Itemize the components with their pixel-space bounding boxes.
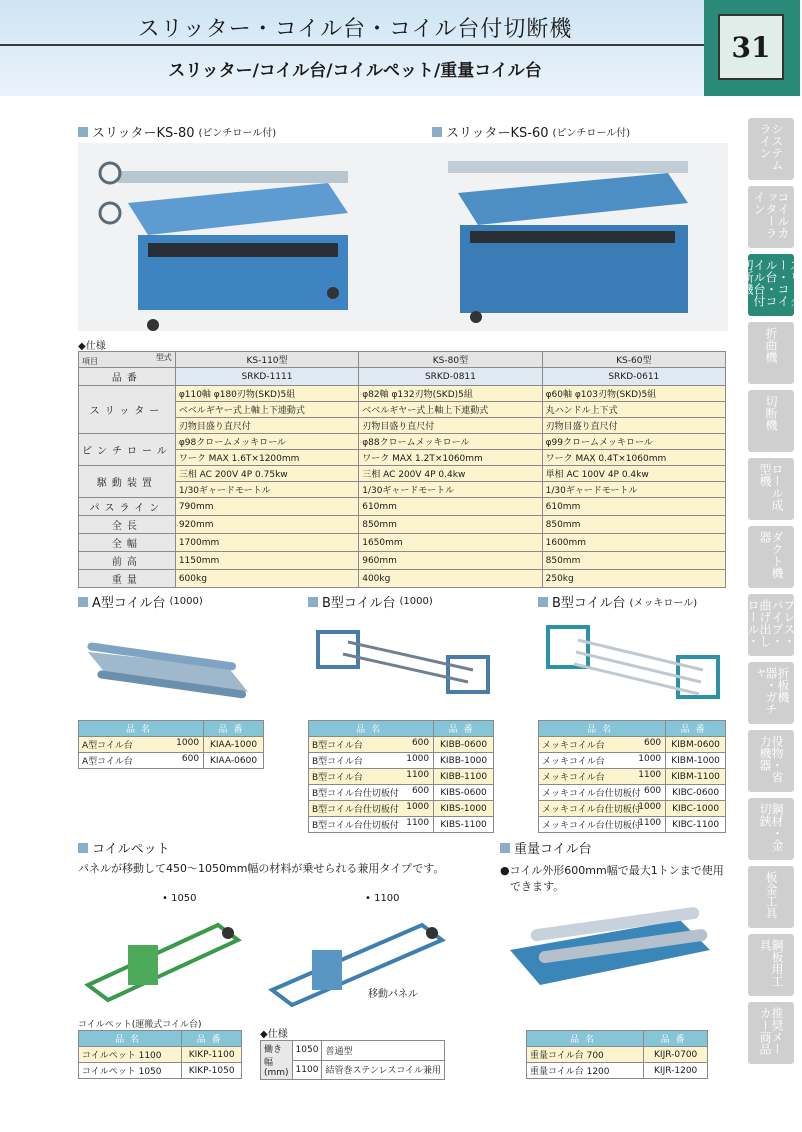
product-name: B型コイル台仕切板付 bbox=[312, 805, 399, 815]
product-name-cell bbox=[309, 801, 434, 817]
product-size: 600 bbox=[643, 786, 662, 796]
spec-cell: 790mm bbox=[175, 498, 358, 516]
slitter-spec-table bbox=[78, 351, 726, 588]
pet-spec-width: 1100 bbox=[292, 1060, 322, 1080]
section-heavy-coil-title: 重量コイル台 bbox=[500, 838, 592, 857]
table-row bbox=[79, 753, 264, 769]
section-ks60-title: スリッターKS-60 (ピンチロール付) bbox=[432, 122, 630, 141]
spec-cell: φ99クロームメッキロール bbox=[542, 434, 725, 450]
product-name: B型コイル台 bbox=[312, 773, 363, 783]
product-size: 600 bbox=[411, 786, 430, 796]
spec-model-header: KS-80型 bbox=[359, 352, 542, 368]
spec-cell: 1/30ギャードモートル bbox=[175, 482, 358, 498]
product-name: メッキコイル台仕切板付 bbox=[542, 805, 641, 815]
square-bullet-icon bbox=[78, 843, 88, 853]
product-name-cell bbox=[79, 737, 204, 753]
product-name-cell bbox=[539, 817, 666, 833]
product-name: コイルペット 1100 bbox=[82, 1051, 162, 1061]
slitter-photos bbox=[78, 143, 728, 331]
table-row bbox=[539, 769, 726, 785]
spec-row-label: 全幅 bbox=[79, 534, 176, 552]
product-name: 重量コイル台 1200 bbox=[530, 1067, 610, 1077]
sidebar-tab bbox=[748, 458, 794, 520]
pet-spec-type: 結管巻ステンレスコイル兼用 bbox=[322, 1060, 445, 1080]
spec-cell: 1600mm bbox=[542, 534, 725, 552]
product-code-cell: KIBC-1000 bbox=[666, 801, 726, 817]
sidebar-tab bbox=[748, 730, 794, 792]
sidebar-tab-label: ロール成型機 bbox=[758, 463, 784, 511]
square-bullet-icon bbox=[432, 127, 442, 137]
spec-row-label: 重量 bbox=[79, 570, 176, 588]
table-row bbox=[539, 753, 726, 769]
table-row bbox=[539, 817, 726, 833]
product-name: B型コイル台仕切板付 bbox=[312, 789, 399, 799]
table-row bbox=[527, 1063, 708, 1079]
product-size: 1100 bbox=[638, 770, 662, 780]
spec-row bbox=[79, 386, 726, 402]
sidebar-tab-label: 板金工具 bbox=[764, 871, 778, 919]
spec-row bbox=[79, 418, 726, 434]
product-code-cell: KIBB-0600 bbox=[434, 737, 494, 753]
table-row bbox=[309, 737, 494, 753]
sidebar-tab-label: 鋼板用工具 bbox=[758, 939, 784, 987]
sidebar-tab bbox=[748, 798, 794, 860]
table-row bbox=[309, 785, 494, 801]
coil-pet-spec-table bbox=[260, 1040, 445, 1080]
product-code-cell: KIJR-1200 bbox=[644, 1063, 708, 1079]
spec-cell: 1150mm bbox=[175, 552, 358, 570]
spec-cell: 刃物目盛り直尺付 bbox=[175, 418, 358, 434]
table-row bbox=[79, 737, 264, 753]
a-coil-product-table: 品名 品番 A型コイル台 1000 KIAA-1000 A型コイル台 600 KIAA-0600 bbox=[78, 720, 264, 769]
spec-cell: 刃物目盛り直尺付 bbox=[359, 418, 542, 434]
product-size: 1100 bbox=[406, 818, 430, 828]
product-size: 1000 bbox=[638, 802, 662, 812]
spec-row bbox=[79, 570, 726, 588]
spec-row bbox=[79, 450, 726, 466]
coil-pet-1050-label: • 1050 bbox=[162, 893, 197, 904]
coil-pet-caption: コイルペット(運搬式コイル台) bbox=[78, 1020, 202, 1030]
spec-cell: 1/30ギャードモートル bbox=[359, 482, 542, 498]
product-code-cell: KIBC-0600 bbox=[666, 785, 726, 801]
product-code-cell: KIBB-1000 bbox=[434, 753, 494, 769]
product-code-cell: KIJR-0700 bbox=[644, 1047, 708, 1063]
product-size: 600 bbox=[643, 738, 662, 748]
sidebar-tab-label: 折曲機 bbox=[764, 327, 778, 363]
product-name-cell bbox=[539, 769, 666, 785]
product-size: 600 bbox=[411, 738, 430, 748]
spec-row-label: 前高 bbox=[79, 552, 176, 570]
product-code-cell: KIBS-1100 bbox=[434, 817, 494, 833]
page-title: スリッター・コイル台・コイル台付切断機 bbox=[137, 17, 573, 42]
spec-label: ◆仕様 bbox=[78, 341, 106, 352]
coil-pet-product-table: 品名 品番 コイルペット 1100 KIKP-1100 コイルペット 1050 KIKP-1050 bbox=[78, 1030, 242, 1079]
spec-cell: ワーク MAX 0.4T×1060mm bbox=[542, 450, 725, 466]
pet-spec-width: 1050 bbox=[292, 1041, 322, 1061]
spec-row bbox=[79, 516, 726, 534]
spec-cell: ワーク MAX 1.6T×1200mm bbox=[175, 450, 358, 466]
product-size: 1100 bbox=[638, 818, 662, 828]
spec-model-header: KS-60型 bbox=[542, 352, 725, 368]
table-row bbox=[539, 801, 726, 817]
product-name-cell bbox=[79, 1063, 182, 1079]
a-coil-stand-image bbox=[78, 612, 258, 707]
square-bullet-icon bbox=[308, 597, 318, 607]
product-name-cell bbox=[539, 753, 666, 769]
spec-cell: 920mm bbox=[175, 516, 358, 534]
product-name: B型コイル台仕切板付 bbox=[312, 821, 399, 831]
spec-row bbox=[79, 434, 726, 450]
coil-pet-1050-image bbox=[78, 905, 248, 1010]
sidebar-tab-label: ダクト機器 bbox=[758, 531, 784, 579]
product-code-cell: KIBS-1000 bbox=[434, 801, 494, 817]
spec-cell: 850mm bbox=[542, 552, 725, 570]
pet-spec-row bbox=[261, 1041, 445, 1061]
coil-pet-1100-image bbox=[262, 905, 452, 1010]
spec-cell: ベベルギヤー式上軸上下連動式 bbox=[359, 402, 542, 418]
section-b-coil-title: B型コイル台 (1000) bbox=[308, 592, 433, 611]
spec-cell: 600kg bbox=[175, 570, 358, 588]
sidebar-tab bbox=[748, 322, 794, 384]
sidebar-tab-label: 切断機 bbox=[764, 395, 778, 431]
spec-row bbox=[79, 402, 726, 418]
sidebar-tab bbox=[748, 662, 794, 724]
heavy-coil-stand-image bbox=[500, 900, 720, 1020]
spec-cell: 三相 AC 200V 4P 0.75kw bbox=[175, 466, 358, 482]
spec-cell: 400kg bbox=[359, 570, 542, 588]
product-size: 1000 bbox=[176, 738, 200, 748]
product-name: メッキコイル台 bbox=[542, 757, 605, 767]
product-code-cell: KIKP-1050 bbox=[182, 1063, 242, 1079]
product-name-cell bbox=[527, 1047, 644, 1063]
spec-model-header: KS-110型 bbox=[175, 352, 358, 368]
product-name-cell bbox=[309, 737, 434, 753]
b-coil-stand-image bbox=[308, 612, 498, 712]
spec-cell: 250kg bbox=[542, 570, 725, 588]
sidebar-tab-label: コイルカッターライン bbox=[752, 191, 790, 239]
spec-cell: 610mm bbox=[359, 498, 542, 516]
product-code-cell: KIKP-1100 bbox=[182, 1047, 242, 1063]
m-coil-stand-image bbox=[538, 612, 728, 712]
square-bullet-icon bbox=[78, 597, 88, 607]
product-name: コイルペット 1050 bbox=[82, 1067, 162, 1077]
section-a-coil-title: A型コイル台 (1000) bbox=[78, 592, 203, 611]
product-size: 1000 bbox=[638, 754, 662, 764]
sidebar-tab bbox=[748, 186, 794, 248]
product-code-cell: KIAA-1000 bbox=[204, 737, 264, 753]
table-row bbox=[309, 769, 494, 785]
product-size: 600 bbox=[181, 754, 200, 764]
page-header bbox=[0, 0, 800, 96]
table-row bbox=[539, 785, 726, 801]
product-code-cell: KIBS-0600 bbox=[434, 785, 494, 801]
sidebar-tab-label: 折板機器・ガチャ bbox=[752, 667, 790, 715]
sidebar-tab-label: 役物・省力機器 bbox=[758, 735, 784, 783]
b-coil-product-table: 品名 品番 B型コイル台 600 KIBB-0600 B型コイル台 1000 KIBB-1000 B型コイル台 1100 KIBB-1100 B型コイル台仕切板付 600 KIBS-0600 B型コイル台仕切板付 1000 KIBS-1000 B型コイル台仕切板付 1100 KIBS-1100 bbox=[308, 720, 494, 833]
spec-row bbox=[79, 482, 726, 498]
slitter-machines-illustration bbox=[78, 143, 728, 331]
pet-spec-type: 普通型 bbox=[322, 1041, 445, 1061]
spec-row-label: 駆動装置 bbox=[79, 466, 176, 498]
spec-cell: 刃物目盛り直尺付 bbox=[542, 418, 725, 434]
spec-cell: φ88クロームメッキロール bbox=[359, 434, 542, 450]
product-name: メッキコイル台 bbox=[542, 741, 605, 751]
product-name-cell bbox=[539, 801, 666, 817]
title-rule bbox=[0, 44, 712, 46]
product-name-cell bbox=[79, 753, 204, 769]
spec-row bbox=[79, 466, 726, 482]
product-name-cell bbox=[527, 1063, 644, 1079]
product-code-cell: KIBM-0600 bbox=[666, 737, 726, 753]
spec-row bbox=[79, 534, 726, 552]
m-coil-product-table: 品名 品番 メッキコイル台 600 KIBM-0600 メッキコイル台 1000 KIBM-1000 メッキコイル台 1100 KIBM-1100 メッキコイル台仕切板付 600 KIBC-0600 メッキコイル台仕切板付 1000 KIBC-1000 メッキコイル台仕切板付 1100 KIBC-1100 bbox=[538, 720, 726, 833]
product-name: メッキコイル台仕切板付 bbox=[542, 789, 641, 799]
table-row bbox=[309, 753, 494, 769]
coil-pet-description: パネルが移動して450〜1050mm幅の材料が乗せられる兼用タイプです。 bbox=[78, 862, 445, 875]
product-code-cell: KIBM-1000 bbox=[666, 753, 726, 769]
sidebar-tab-label: システムライン bbox=[758, 123, 784, 171]
spec-cell: 960mm bbox=[359, 552, 542, 570]
table-row bbox=[309, 801, 494, 817]
product-name: B型コイル台 bbox=[312, 757, 363, 767]
sidebar-tab bbox=[740, 254, 802, 316]
page-subtitle: スリッター/コイル台/コイルペット/重量コイル台 bbox=[168, 61, 542, 81]
moving-panel-label: 移動パネル bbox=[368, 989, 418, 1000]
table-row bbox=[309, 817, 494, 833]
product-name: A型コイル台 bbox=[82, 741, 133, 751]
product-code-cell: KIBM-1100 bbox=[666, 769, 726, 785]
heavy-desc-1: ●コイル外形600mm幅で最大1トンまで使用 bbox=[500, 864, 724, 877]
page-number: 31 bbox=[718, 14, 784, 80]
pet-spec-key: 働き幅(mm) bbox=[261, 1041, 293, 1080]
sidebar-tab bbox=[748, 594, 794, 656]
spec-cell: ワーク MAX 1.2T×1060mm bbox=[359, 450, 542, 466]
spec-cell: 1/30ギャードモートル bbox=[542, 482, 725, 498]
spec-cell: 1700mm bbox=[175, 534, 358, 552]
sidebar-tab-label: 推奨メーカー商品 bbox=[758, 1007, 784, 1055]
sidebar-tab-label: 鋼材・金切鋏 bbox=[758, 803, 784, 851]
sidebar-tab bbox=[748, 1002, 794, 1064]
spec-code-row: 品番 SRKD-1111 SRKD-0811 SRKD-0611 bbox=[79, 368, 726, 386]
product-name-cell bbox=[539, 785, 666, 801]
sidebar-tab bbox=[748, 390, 794, 452]
heavy-desc-2: できます。 bbox=[510, 880, 565, 893]
product-name-cell bbox=[539, 737, 666, 753]
spec-cell: 丸ハンドル上下式 bbox=[542, 402, 725, 418]
product-name-cell bbox=[79, 1047, 182, 1063]
spec-cell: 1650mm bbox=[359, 534, 542, 552]
spec-row-label: スリッター bbox=[79, 386, 176, 434]
coil-pet-1100-label: • 1100 bbox=[365, 893, 400, 904]
section-coil-pet-title: コイルペット bbox=[78, 838, 170, 857]
square-bullet-icon bbox=[500, 843, 510, 853]
spec-cell: φ110軸 φ180刃物(SKD)5組 bbox=[175, 386, 358, 402]
spec-cell: 610mm bbox=[542, 498, 725, 516]
table-row bbox=[79, 1047, 242, 1063]
spec-row bbox=[79, 498, 726, 516]
product-size: 1000 bbox=[406, 802, 430, 812]
section-m-coil-title: B型コイル台 (メッキロール) bbox=[538, 592, 697, 611]
sidebar-tab bbox=[748, 526, 794, 588]
product-code-cell: KIBC-1100 bbox=[666, 817, 726, 833]
sidebar-tab bbox=[748, 934, 794, 996]
table-row bbox=[527, 1047, 708, 1063]
product-name-cell bbox=[309, 785, 434, 801]
spec-row bbox=[79, 552, 726, 570]
product-name: メッキコイル台 bbox=[542, 773, 605, 783]
sidebar-tab-label: プレス・パイプ・曲げ出しロール・ bbox=[746, 599, 796, 647]
product-name: B型コイル台 bbox=[312, 741, 363, 751]
product-name-cell bbox=[309, 817, 434, 833]
spec-row-label: パスライン bbox=[79, 498, 176, 516]
spec-cell: 850mm bbox=[542, 516, 725, 534]
product-name-cell bbox=[309, 769, 434, 785]
spec-cell: φ98クロームメッキロール bbox=[175, 434, 358, 450]
product-name-cell bbox=[309, 753, 434, 769]
sidebar-tab-label: スリッター・コイル台・コイル台付切断機 bbox=[740, 259, 802, 307]
square-bullet-icon bbox=[78, 127, 88, 137]
spec-cell: 850mm bbox=[359, 516, 542, 534]
product-name: A型コイル台 bbox=[82, 757, 133, 767]
coil-pet-spec-label: ◆仕様 bbox=[260, 1029, 288, 1040]
product-name: メッキコイル台仕切板付 bbox=[542, 821, 641, 831]
spec-cell: ベベルギヤー式上軸上下連動式 bbox=[175, 402, 358, 418]
sidebar-tab bbox=[748, 866, 794, 928]
sidebar-tab bbox=[748, 118, 794, 180]
section-ks80-title: スリッターKS-80 (ピンチロール付) bbox=[78, 122, 276, 141]
table-row bbox=[539, 737, 726, 753]
table-row bbox=[79, 1063, 242, 1079]
product-size: 1000 bbox=[406, 754, 430, 764]
spec-cell: 単相 AC 100V 4P 0.4kw bbox=[542, 466, 725, 482]
product-code-cell: KIBB-1100 bbox=[434, 769, 494, 785]
spec-cell: φ60軸 φ103刃物(SKD)5組 bbox=[542, 386, 725, 402]
product-size: 1100 bbox=[406, 770, 430, 780]
product-name: 重量コイル台 700 bbox=[530, 1051, 604, 1061]
square-bullet-icon bbox=[538, 597, 548, 607]
heavy-coil-product-table: 品名 品番 重量コイル台 700 KIJR-0700 重量コイル台 1200 KIJR-1200 bbox=[526, 1030, 708, 1079]
spec-row-label: ピンチロール bbox=[79, 434, 176, 466]
product-code-cell: KIAA-0600 bbox=[204, 753, 264, 769]
spec-corner-cell: 型式 項目 bbox=[79, 352, 176, 368]
spec-row-label: 全長 bbox=[79, 516, 176, 534]
spec-cell: 三相 AC 200V 4P 0.4kw bbox=[359, 466, 542, 482]
spec-cell: φ82軸 φ132刃物(SKD)5組 bbox=[359, 386, 542, 402]
